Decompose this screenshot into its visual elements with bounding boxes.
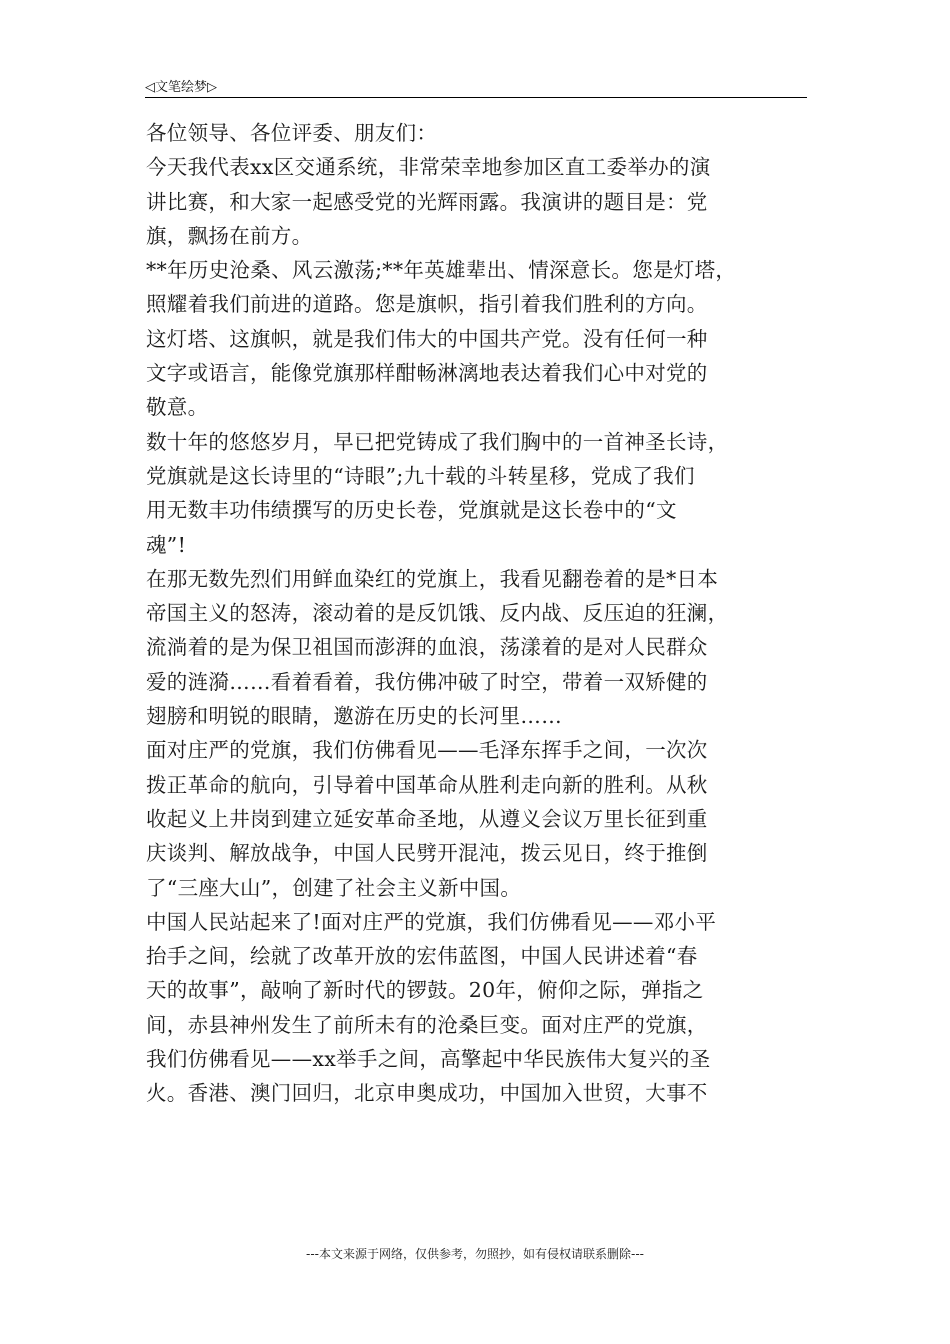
- text-line: 旗，飘扬在前方。: [146, 223, 313, 248]
- text-line: 了“三座大山”，创建了社会主义新中国。: [146, 875, 522, 900]
- text-line: 火。香港、澳门回归，北京申奥成功，中国加入世贸，大事不: [146, 1081, 708, 1106]
- text-line: 天的故事”，敲响了新时代的锣鼓。20年，俯仰之际，弹指之: [146, 978, 704, 1003]
- text-line: 讲比赛，和大家一起感受党的光辉雨露。我演讲的题目是：党: [146, 189, 708, 214]
- header-title: ◁文笔绘梦▷: [145, 80, 217, 95]
- text-line: 帝国主义的怒涛，滚动着的是反饥饿、反内战、反压迫的狂澜，: [146, 601, 729, 626]
- text-line: 文字或语言，能像党旗那样酣畅淋漓地表达着我们心中对党的: [146, 361, 708, 386]
- text-line: 照耀着我们前进的道路。您是旗帜，指引着我们胜利的方向。: [146, 292, 708, 317]
- text-line: 魂”!: [146, 532, 187, 557]
- text-line: 各位领导、各位评委、朋友们：: [146, 121, 438, 145]
- text-line: 敬意。: [146, 395, 209, 420]
- text-line: 我们仿佛看见——xx举手之间，高擎起中华民族伟大复兴的圣: [146, 1047, 711, 1072]
- text-line: **年历史沧桑、风云激荡;**年英雄辈出、情深意长。您是灯塔，: [146, 258, 737, 283]
- text-line: 今天我代表xx区交通系统，非常荣幸地参加区直工委举办的演: [146, 155, 711, 180]
- text-line: 流淌着的是为保卫祖国而澎湃的血浪，荡漾着的是对人民群众: [146, 635, 708, 660]
- text-line: 拨正革命的航向，引导着中国革命从胜利走向新的胜利。从秋: [146, 772, 708, 797]
- page-header: [145, 74, 807, 98]
- text-line: 中国人民站起来了!面对庄严的党旗，我们仿佛看见——邓小平: [146, 909, 717, 934]
- text-line: 党旗就是这长诗里的“诗眼”;九十载的斗转星移，党成了我们: [146, 463, 695, 488]
- text-line: 爱的涟漪……看着看着，我仿佛冲破了时空，带着一双矫健的: [146, 669, 708, 694]
- text-line: 面对庄严的党旗，我们仿佛看见——毛泽东挥手之间，一次次: [146, 738, 708, 763]
- document-body: [146, 116, 826, 1111]
- text-line: 这灯塔、这旗帜，就是我们伟大的中国共产党。没有任何一种: [146, 326, 708, 351]
- text-line: 翅膀和明锐的眼睛，邀游在历史的长河里……: [146, 704, 562, 729]
- text-line: 庆谈判、解放战争，中国人民劈开混沌，拨云见日，终于推倒: [146, 841, 708, 866]
- text-line: 数十年的悠悠岁月，早已把党铸成了我们胸中的一首神圣长诗，: [146, 429, 729, 454]
- text-line: 间，赤县神州发生了前所未有的沧桑巨变。面对庄严的党旗，: [146, 1012, 708, 1037]
- page-footer: ---本文来源于网络，仅供参考，勿照抄，如有侵权请联系删除---: [306, 1247, 644, 1261]
- text-line: 收起义上井岗到建立延安革命圣地，从遵义会议万里长征到重: [146, 806, 708, 831]
- text-line: 在那无数先烈们用鲜血染红的党旗上，我看见翻卷着的是*日本: [146, 566, 719, 591]
- text-line: 抬手之间，绘就了改革开放的宏伟蓝图，中国人民讲述着“春: [146, 944, 698, 969]
- text-line: 用无数丰功伟绩撰写的历史长卷，党旗就是这长卷中的“文: [146, 498, 677, 523]
